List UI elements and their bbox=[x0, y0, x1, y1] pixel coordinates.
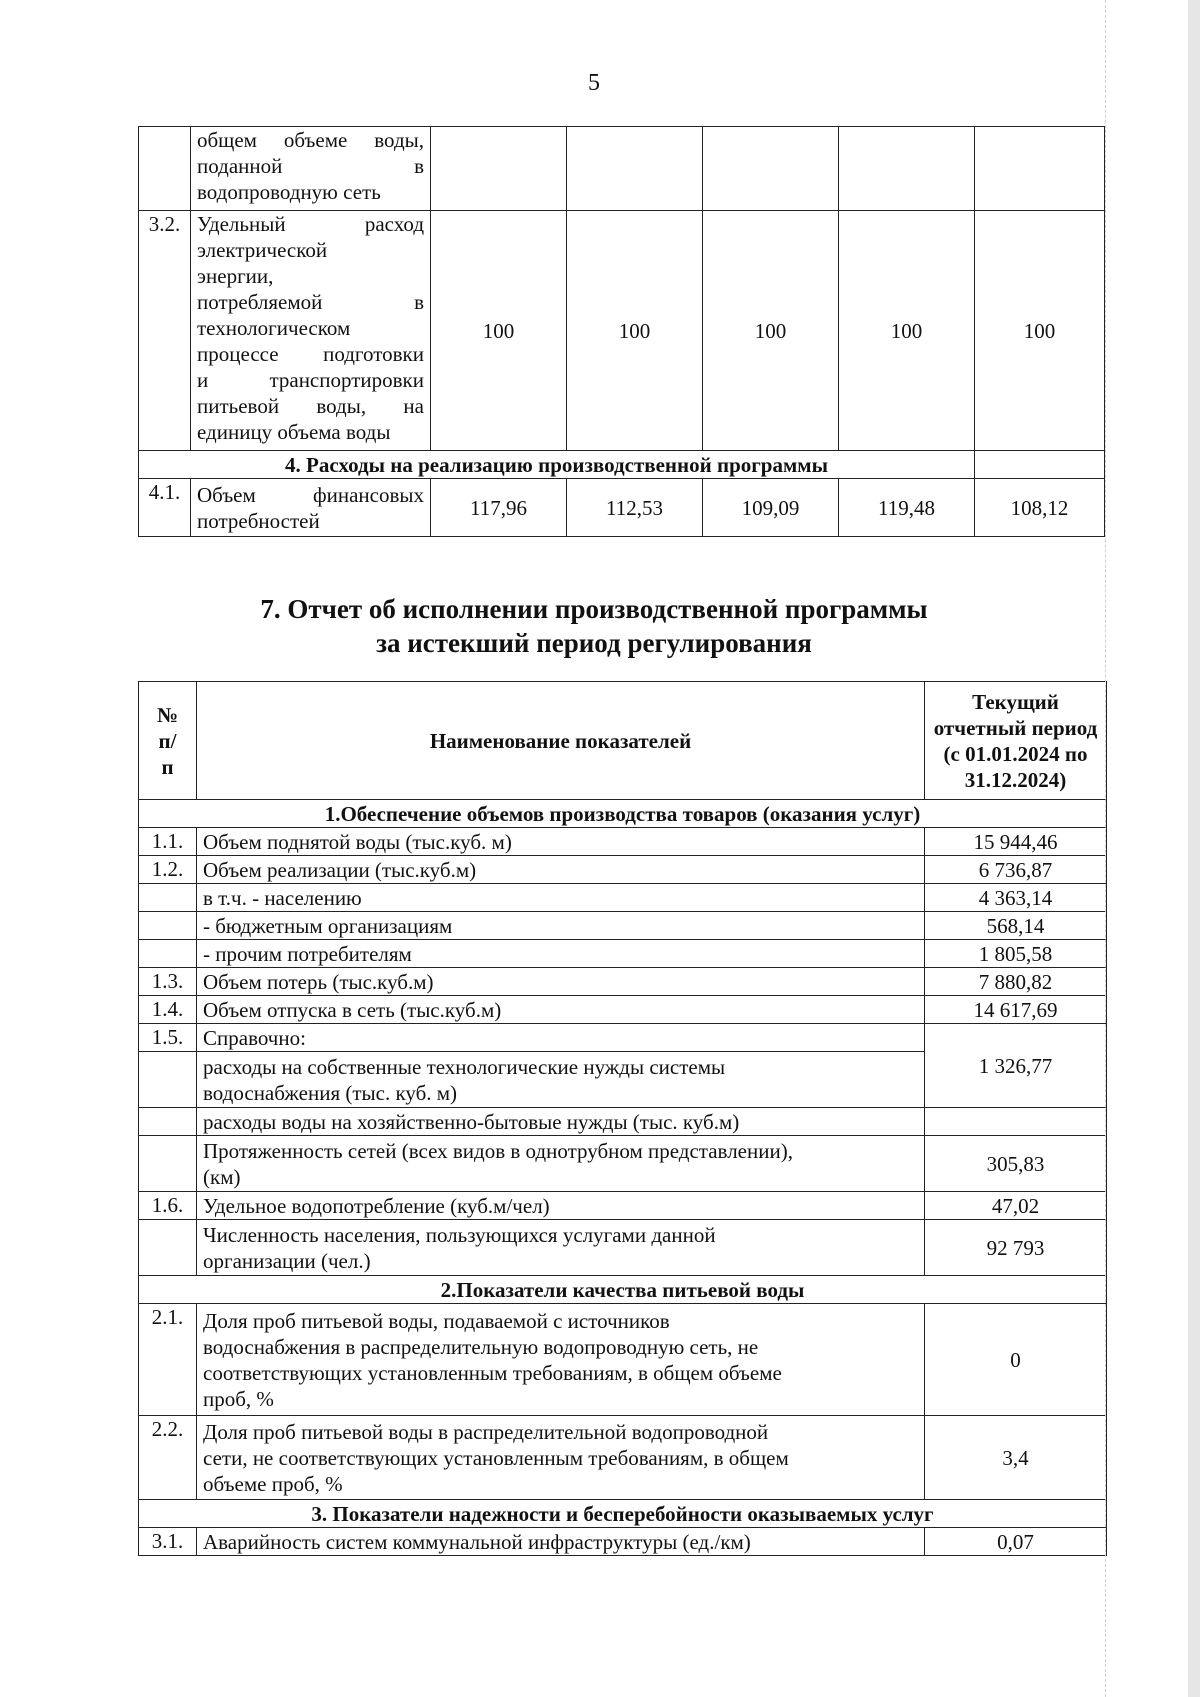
section-title: 1.Обеспечение объемов производства товаров (оказания услуг) bbox=[139, 800, 1107, 828]
value-cell: 6 736,87 bbox=[925, 856, 1107, 884]
row-number: 1.3. bbox=[139, 968, 197, 996]
indicator-name: Справочно: bbox=[197, 1024, 925, 1052]
table-row bbox=[139, 968, 1107, 996]
value-cell: 92 793 bbox=[925, 1220, 1107, 1276]
row-number: 1.1. bbox=[139, 828, 197, 856]
value-cell: 4 363,14 bbox=[925, 884, 1107, 912]
row-number: 4.1. bbox=[139, 479, 191, 537]
table-row bbox=[139, 1416, 1107, 1500]
row-number: 1.4. bbox=[139, 996, 197, 1024]
header-row bbox=[139, 682, 1107, 800]
value-cell: 108,12 bbox=[975, 479, 1105, 537]
report-table bbox=[138, 681, 1107, 1556]
value-cell: 3,4 bbox=[925, 1416, 1107, 1500]
header-period: Текущий отчетный период (с 01.01.2024 по 31.12.2024) bbox=[925, 682, 1107, 800]
table-row bbox=[139, 940, 1107, 968]
heading-line: за истекший период регулирования bbox=[376, 628, 812, 658]
table-row bbox=[139, 1528, 1107, 1556]
indicator-name: Объем финансовых потребностей bbox=[191, 479, 431, 537]
section-title: 4. Расходы на реализацию производственной программы bbox=[139, 451, 975, 479]
table-row bbox=[139, 127, 1105, 211]
indicator-name: расходы на собственные технологические нужды системы водоснабжения (тыс. куб. м) bbox=[197, 1052, 925, 1108]
table-row bbox=[139, 1304, 1107, 1416]
scan-edge bbox=[1188, 0, 1200, 1697]
table-row bbox=[139, 828, 1107, 856]
indicator-name: Доля проб питьевой воды, подаваемой с источников водоснабжения в распределительную водопроводную сеть, не соответствующих установленным требованиям, в общем объеме проб, % bbox=[197, 1304, 925, 1416]
indicator-name: Объем потерь (тыс.куб.м) bbox=[197, 968, 925, 996]
table-row bbox=[139, 884, 1107, 912]
section-title: 2.Показатели качества питьевой воды bbox=[139, 1276, 1107, 1304]
indicator-name: Объем отпуска в сеть (тыс.куб.м) bbox=[197, 996, 925, 1024]
value-cell: 15 944,46 bbox=[925, 828, 1107, 856]
value-cell: 112,53 bbox=[567, 479, 703, 537]
section-row bbox=[139, 1500, 1107, 1528]
section-row bbox=[139, 451, 1105, 479]
indicator-name: Объем реализации (тыс.куб.м) bbox=[197, 856, 925, 884]
indicator-name: общем объеме воды, поданной в водопроводную сеть bbox=[191, 127, 431, 211]
value-cell: 0,07 bbox=[925, 1528, 1107, 1556]
page-number: 5 bbox=[588, 70, 600, 96]
header-name: Наименование показателей bbox=[197, 682, 925, 800]
value-cell: 100 bbox=[431, 211, 567, 451]
value-cell: 14 617,69 bbox=[925, 996, 1107, 1024]
table-row bbox=[139, 1220, 1107, 1276]
row-number: 1.6. bbox=[139, 1192, 197, 1220]
table-row bbox=[139, 1192, 1107, 1220]
row-number bbox=[139, 884, 197, 912]
value-cell: 568,14 bbox=[925, 912, 1107, 940]
section-row bbox=[139, 800, 1107, 828]
value-cell: 117,96 bbox=[431, 479, 567, 537]
table-row bbox=[139, 1108, 1107, 1136]
value-cell: 100 bbox=[703, 211, 839, 451]
value-cell: 100 bbox=[975, 211, 1105, 451]
indicator-name: Удельное водопотребление (куб.м/чел) bbox=[197, 1192, 925, 1220]
indicator-name: - прочим потребителям bbox=[197, 940, 925, 968]
indicator-name: Численность населения, пользующихся услугами данной организации (чел.) bbox=[197, 1220, 925, 1276]
value-cell: 0 bbox=[925, 1304, 1107, 1416]
indicator-name: расходы воды на хозяйственно-бытовые нужды (тыс. куб.м) bbox=[197, 1108, 925, 1136]
value-cell: 1 805,58 bbox=[925, 940, 1107, 968]
section-title: 3. Показатели надежности и бесперебойности оказываемых услуг bbox=[139, 1500, 1107, 1528]
row-number: 1.5. bbox=[139, 1024, 197, 1052]
table-row bbox=[139, 912, 1107, 940]
row-number: 2.1. bbox=[139, 1304, 197, 1416]
indicator-name: Объем поднятой воды (тыс.куб. м) bbox=[197, 828, 925, 856]
value-cell: 109,09 bbox=[703, 479, 839, 537]
indicator-name: в т.ч. - населению bbox=[197, 884, 925, 912]
heading-line: 7. Отчет об исполнении производственной программы bbox=[260, 594, 928, 624]
value-cell: 7 880,82 bbox=[925, 968, 1107, 996]
row-number: 1.2. bbox=[139, 856, 197, 884]
indicator-name: Протяженность сетей (всех видов в однотрубном представлении), (км) bbox=[197, 1136, 925, 1192]
row-number: 3.1. bbox=[139, 1528, 197, 1556]
value-cell: 100 bbox=[567, 211, 703, 451]
value-cell: 47,02 bbox=[925, 1192, 1107, 1220]
value-cell: 100 bbox=[839, 211, 975, 451]
section-row bbox=[139, 1276, 1107, 1304]
value-cell: 119,48 bbox=[839, 479, 975, 537]
row-number bbox=[139, 912, 197, 940]
indicator-name: Удельный расход электрической энергии, потребляемой в технологическом процессе подготовки и транспортировки питьевой воды, на единицу объема воды bbox=[191, 211, 431, 451]
table-row bbox=[139, 211, 1105, 451]
continued-table bbox=[138, 126, 1105, 537]
scan-artifact-line bbox=[1105, 0, 1106, 1697]
row-number bbox=[139, 940, 197, 968]
table-row bbox=[139, 1024, 1107, 1052]
table-row bbox=[139, 996, 1107, 1024]
row-number: 3.2. bbox=[139, 211, 191, 451]
row-number: 2.2. bbox=[139, 1416, 197, 1500]
indicator-name: - бюджетным организациям bbox=[197, 912, 925, 940]
indicator-name: Аварийность систем коммунальной инфраструктуры (ед./км) bbox=[197, 1528, 925, 1556]
report-heading bbox=[0, 592, 1188, 660]
table-row bbox=[139, 479, 1105, 537]
table-row bbox=[139, 1136, 1107, 1192]
header-num: № п/п bbox=[139, 682, 197, 800]
value-cell: 305,83 bbox=[925, 1136, 1107, 1192]
indicator-name: Доля проб питьевой воды в распределительной водопроводной сети, не соответствующих установленным требованиям, в общем объеме проб, % bbox=[197, 1416, 925, 1500]
value-cell: 1 326,77 bbox=[925, 1024, 1107, 1108]
table-row bbox=[139, 856, 1107, 884]
